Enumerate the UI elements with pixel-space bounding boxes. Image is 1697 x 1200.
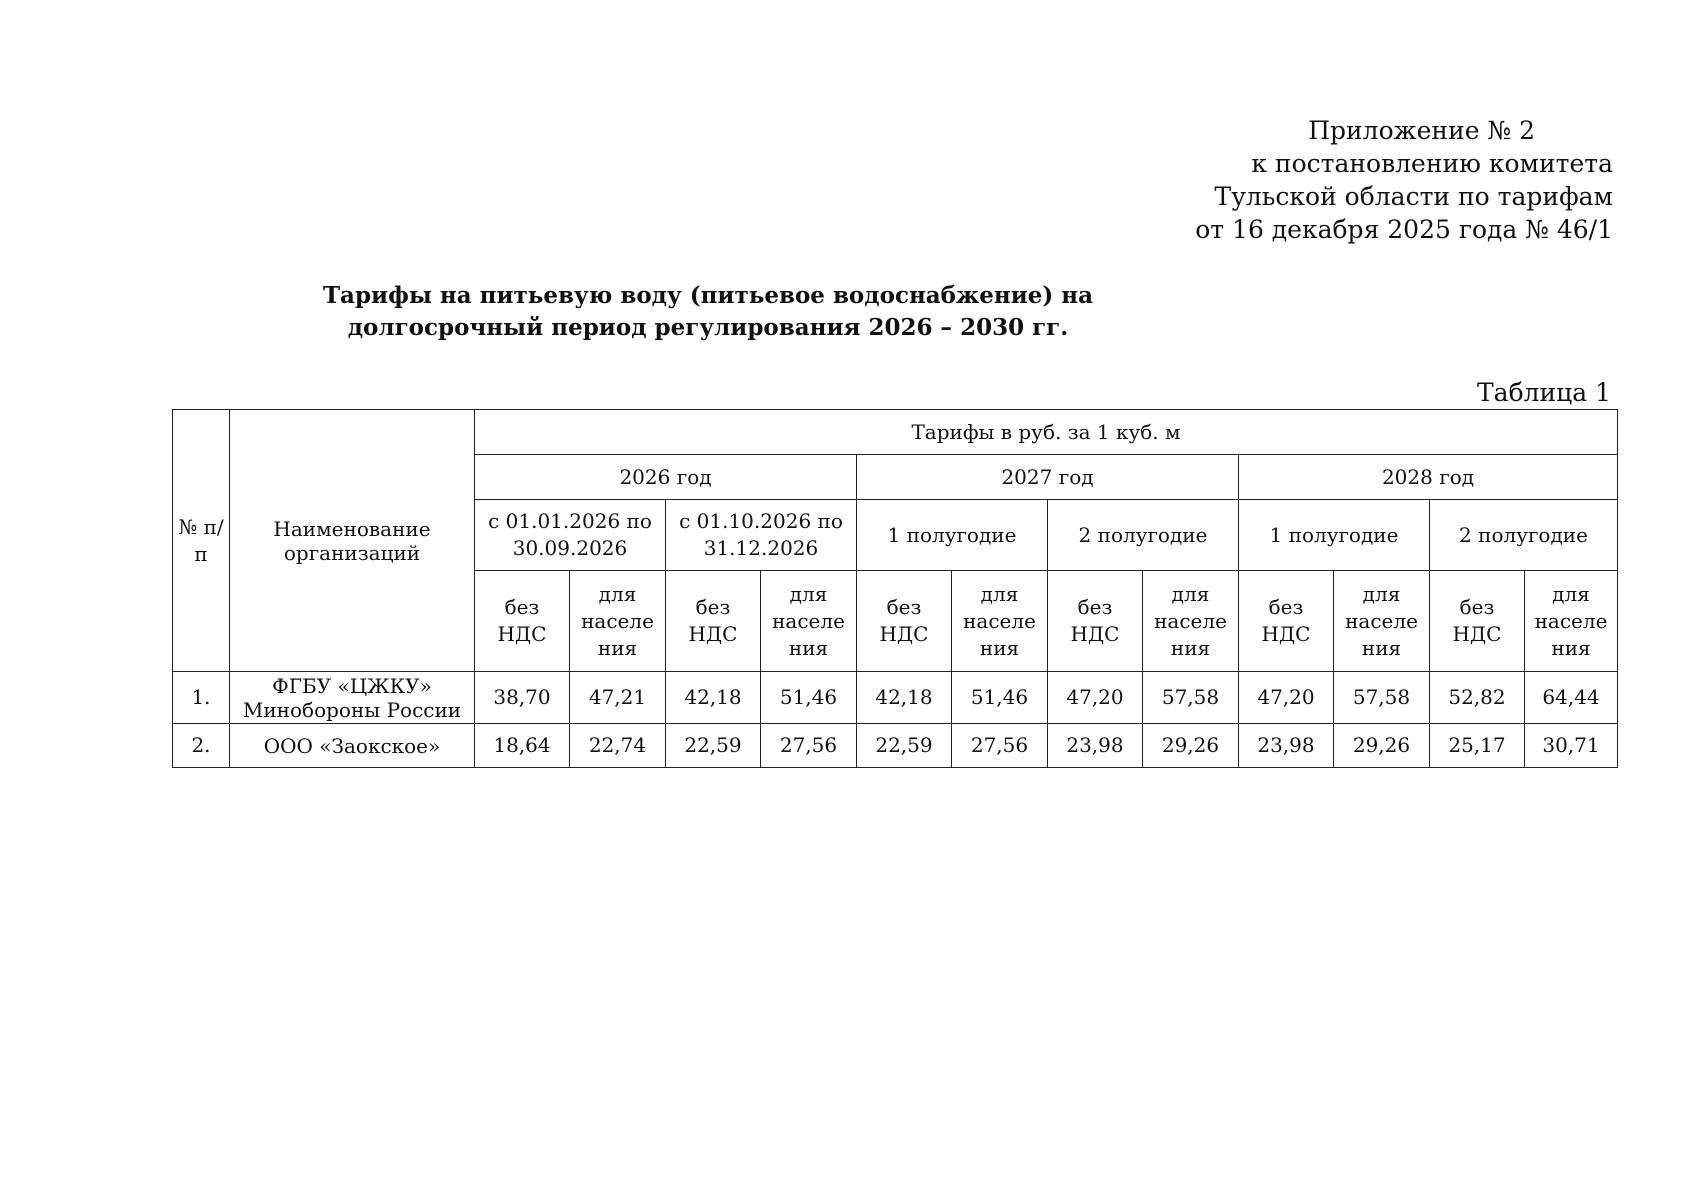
header-population: для населе ния (1143, 571, 1239, 672)
header-org: Наименование организаций (230, 410, 475, 672)
row-num: 2. (173, 724, 230, 768)
header-without-vat: без НДС (857, 571, 952, 672)
tariff-value: 51,46 (761, 672, 857, 724)
header-period: 2 полугодие (1048, 500, 1239, 571)
table-label: Таблица 1 (1476, 378, 1611, 407)
title-line: Тарифы на питьевую воду (питьевое водоснабжение) на (322, 282, 1094, 309)
header-period: 2 полугодие (1430, 500, 1618, 571)
tariff-value: 64,44 (1525, 672, 1618, 724)
header-population: для населе ния (761, 571, 857, 672)
header-without-vat: без НДС (475, 571, 570, 672)
header-num: № п/п (173, 410, 230, 672)
header-population: для населе ния (1525, 571, 1618, 672)
appendix-block (1195, 114, 1613, 246)
appendix-line: Приложение № 2 (1308, 116, 1535, 145)
tariff-value: 29,26 (1334, 724, 1430, 768)
tariff-value: 23,98 (1239, 724, 1334, 768)
tariff-value: 27,56 (761, 724, 857, 768)
tariff-value: 52,82 (1430, 672, 1525, 724)
tariff-value: 47,20 (1239, 672, 1334, 724)
tariffs-table (172, 409, 1618, 768)
header-period: с 01.01.2026 по 30.09.2026 (475, 500, 666, 571)
header-year: 2026 год (475, 455, 857, 500)
header-without-vat: без НДС (1239, 571, 1334, 672)
document-title (0, 280, 1416, 344)
row-org: ФГБУ «ЦЖКУ» Минобороны России (230, 672, 475, 724)
header-period: с 01.10.2026 по 31.12.2026 (666, 500, 857, 571)
tariff-value: 22,59 (666, 724, 761, 768)
header-row (173, 410, 1618, 455)
header-population: для населе ния (570, 571, 666, 672)
row-num: 1. (173, 672, 230, 724)
tariff-value: 42,18 (857, 672, 952, 724)
appendix-line: к постановлению комитета (1251, 149, 1613, 178)
header-period: 1 полугодие (1239, 500, 1430, 571)
tariff-value: 42,18 (666, 672, 761, 724)
header-tariffs-caption: Тарифы в руб. за 1 куб. м (475, 410, 1618, 455)
tariff-value: 22,59 (857, 724, 952, 768)
header-without-vat: без НДС (1048, 571, 1143, 672)
header-without-vat: без НДС (666, 571, 761, 672)
tariff-value: 57,58 (1143, 672, 1239, 724)
row-org: ООО «Заокское» (230, 724, 475, 768)
title-line: долгосрочный период регулирования 2026 – 2030 гг. (347, 314, 1069, 341)
header-without-vat: без НДС (1430, 571, 1525, 672)
tariff-value: 38,70 (475, 672, 570, 724)
tariff-value: 57,58 (1334, 672, 1430, 724)
table-row (173, 724, 1618, 768)
tariff-value: 30,71 (1525, 724, 1618, 768)
header-population: для населе ния (1334, 571, 1430, 672)
appendix-line: Тульской области по тарифам (1214, 182, 1613, 211)
header-period: 1 полугодие (857, 500, 1048, 571)
tariff-value: 47,20 (1048, 672, 1143, 724)
tariff-value: 29,26 (1143, 724, 1239, 768)
tariff-value: 27,56 (952, 724, 1048, 768)
header-year: 2027 год (857, 455, 1239, 500)
appendix-line: от 16 декабря 2025 года № 46/1 (1195, 215, 1613, 244)
tariff-value: 47,21 (570, 672, 666, 724)
tariff-value: 23,98 (1048, 724, 1143, 768)
tariff-value: 51,46 (952, 672, 1048, 724)
header-year: 2028 год (1239, 455, 1618, 500)
tariff-value: 25,17 (1430, 724, 1525, 768)
table-row (173, 672, 1618, 724)
tariff-value: 18,64 (475, 724, 570, 768)
header-population: для населе ния (952, 571, 1048, 672)
tariff-value: 22,74 (570, 724, 666, 768)
